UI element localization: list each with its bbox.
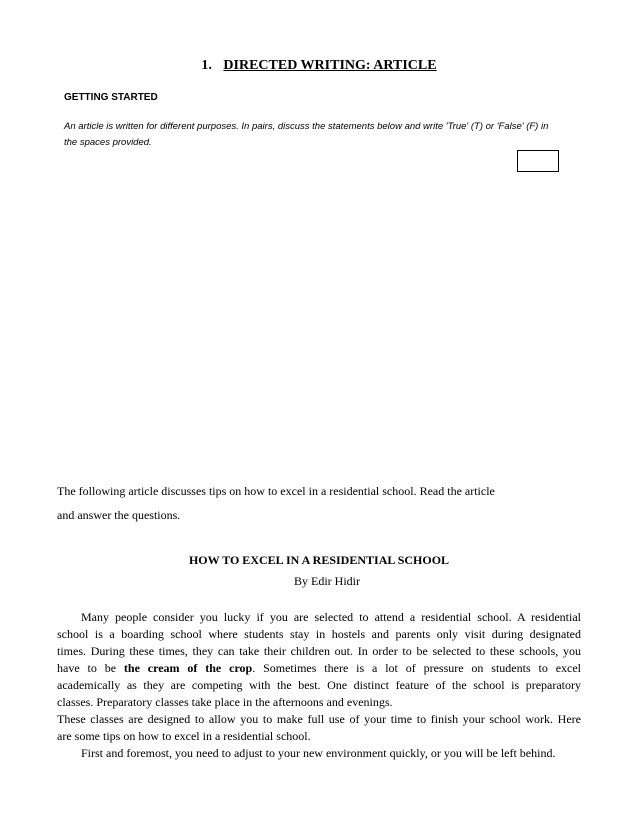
article-body xyxy=(57,609,581,762)
instructions-line-2: the spaces provided. xyxy=(64,137,152,148)
intro-line-1: The following article discusses tips on how to excel in a residential school. Read the article xyxy=(57,484,495,498)
article-byline: By Edir Hidir xyxy=(294,574,360,588)
section-title: DIRECTED WRITING: ARTICLE xyxy=(223,58,437,73)
article-line: school is a boarding school where students stay in hostels and parents only visit during designated xyxy=(57,627,581,641)
section-heading xyxy=(0,58,638,74)
article-line: academically as they are competing with the best. One distinct feature of the school is preparatory xyxy=(57,678,581,692)
instructions xyxy=(64,119,584,151)
article-line: Many people consider you lucky if you are selected to attend a residential school. A residential xyxy=(81,610,581,624)
article-line: First and foremost, you need to adjust to your new environment quickly, or you will be left behind. xyxy=(81,746,556,760)
answer-box[interactable] xyxy=(517,150,559,172)
idiom-highlight: the cream of the crop xyxy=(123,661,253,675)
instructions-line-1: An article is written for different purposes. In pairs, discuss the statements below and write 'True' (T) or 'False' (F) in xyxy=(64,121,549,132)
getting-started-label: GETTING STARTED xyxy=(64,92,158,103)
article-line: classes. Preparatory classes take place in the afternoons and evenings. xyxy=(57,695,393,709)
article-line: times. During these times, they can take their children out. In order to be selected to these schools, you xyxy=(57,644,581,658)
intro-line-2: and answer the questions. xyxy=(57,508,181,522)
article-line: These classes are designed to allow you to make full use of your time to finish your school work. Here xyxy=(57,712,581,726)
article-title: HOW TO EXCEL IN A RESIDENTIAL SCHOOL xyxy=(188,553,450,567)
article-text: . Sometimes there is a lot of pressure on students to excel xyxy=(252,661,582,675)
article-line: are some tips on how to excel in a residential school. xyxy=(57,729,311,743)
section-number: 1. xyxy=(201,58,212,73)
article-line xyxy=(57,660,581,677)
intro-text xyxy=(57,479,587,527)
article-text: have to be xyxy=(57,661,117,675)
